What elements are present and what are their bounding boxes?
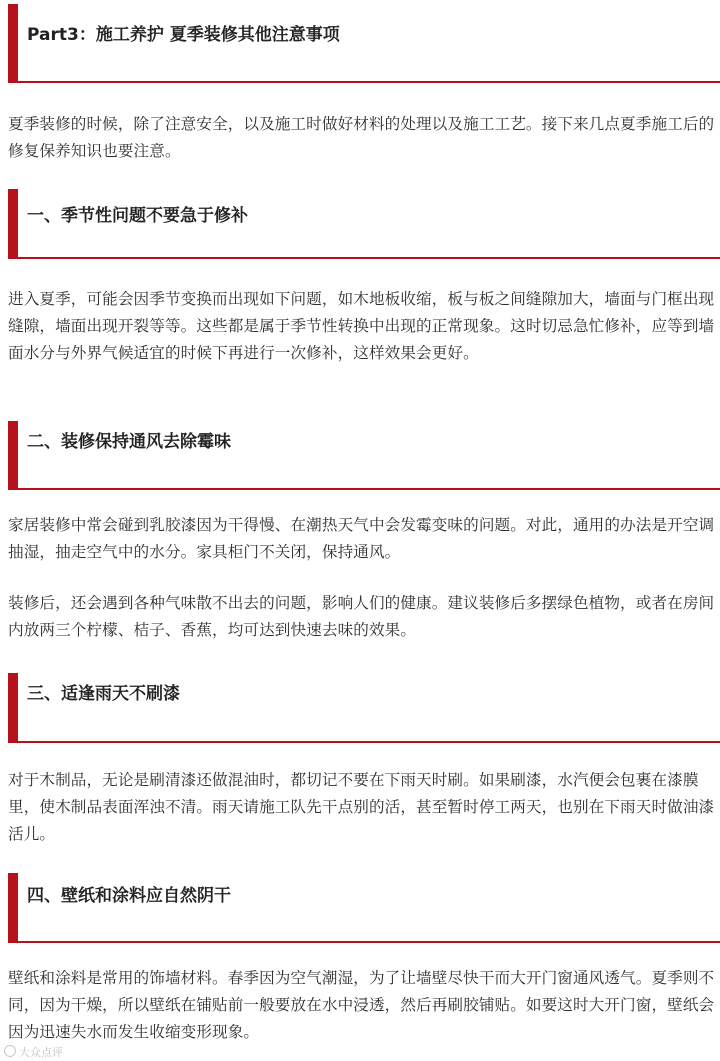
section-heading-4: [8, 873, 720, 943]
section-heading-4-text: 四、壁纸和涂料应自然阴干: [27, 886, 231, 906]
section-4-paragraph-1: 壁纸和涂料是常用的饰墙材料。春季因为空气潮湿，为了让墙壁尽快干而大开门窗通风透气。夏季则不同，因为干燥，所以壁纸在铺贴前一般要放在水中浸透，然后再刷胶铺贴。如要这时大开门窗，壁纸会因为迅速失水而发生收缩变形现象。: [8, 969, 715, 1041]
section-heading-1: [8, 189, 720, 259]
section-heading-2: [8, 421, 720, 490]
part3-heading-text: Part3：施工养护 夏季装修其他注意事项: [27, 25, 340, 45]
section-1-paragraph-1: 进入夏季，可能会因季节变换而出现如下问题，如木地板收缩，板与板之间缝隙加大，墙面与门框出现缝隙，墙面出现开裂等等。这些都是属于季节性转换中出现的正常现象。这时切忌急忙修补，应等到墙面水分与外界气候适宜的时候下再进行一次修补，这样效果会更好。: [8, 290, 715, 362]
watermark-logo-icon: [4, 1045, 16, 1057]
section-heading-2-text: 二、装修保持通风去除霉味: [27, 432, 231, 452]
section-heading-3-text: 三、适逢雨天不刷漆: [27, 684, 180, 704]
section-2-paragraph-1: 家居装修中常会碰到乳胶漆因为干得慢、在潮热天气中会发霉变味的问题。对此，通用的办法是开空调抽湿，抽走空气中的水分。家具柜门不关闭，保持通风。: [8, 516, 715, 561]
section-3-paragraph-1: 对于木制品，无论是刷清漆还做混油时，都切记不要在下雨天时刷。如果刷漆，水汽便会包裹在漆膜里，使木制品表面浑浊不清。雨天请施工队先干点别的活，甚至暂时停工两天，也别在下雨天时做油漆活儿。: [8, 771, 715, 843]
intro-paragraph: 夏季装修的时候，除了注意安全，以及施工时做好材料的处理以及施工工艺。接下来几点夏季施工后的修复保养知识也要注意。: [8, 115, 715, 160]
part3-heading: [8, 4, 720, 83]
section-heading-3: [8, 673, 720, 743]
section-heading-1-text: 一、季节性问题不要急于修补: [27, 206, 248, 226]
watermark: [4, 1044, 63, 1060]
section-2-paragraph-2: 装修后，还会遇到各种气味散不出去的问题，影响人们的健康。建议装修后多摆绿色植物，或者在房间内放两三个柠檬、桔子、香蕉，均可达到快速去味的效果。: [8, 594, 715, 639]
watermark-text: 大众点评: [19, 1046, 63, 1059]
